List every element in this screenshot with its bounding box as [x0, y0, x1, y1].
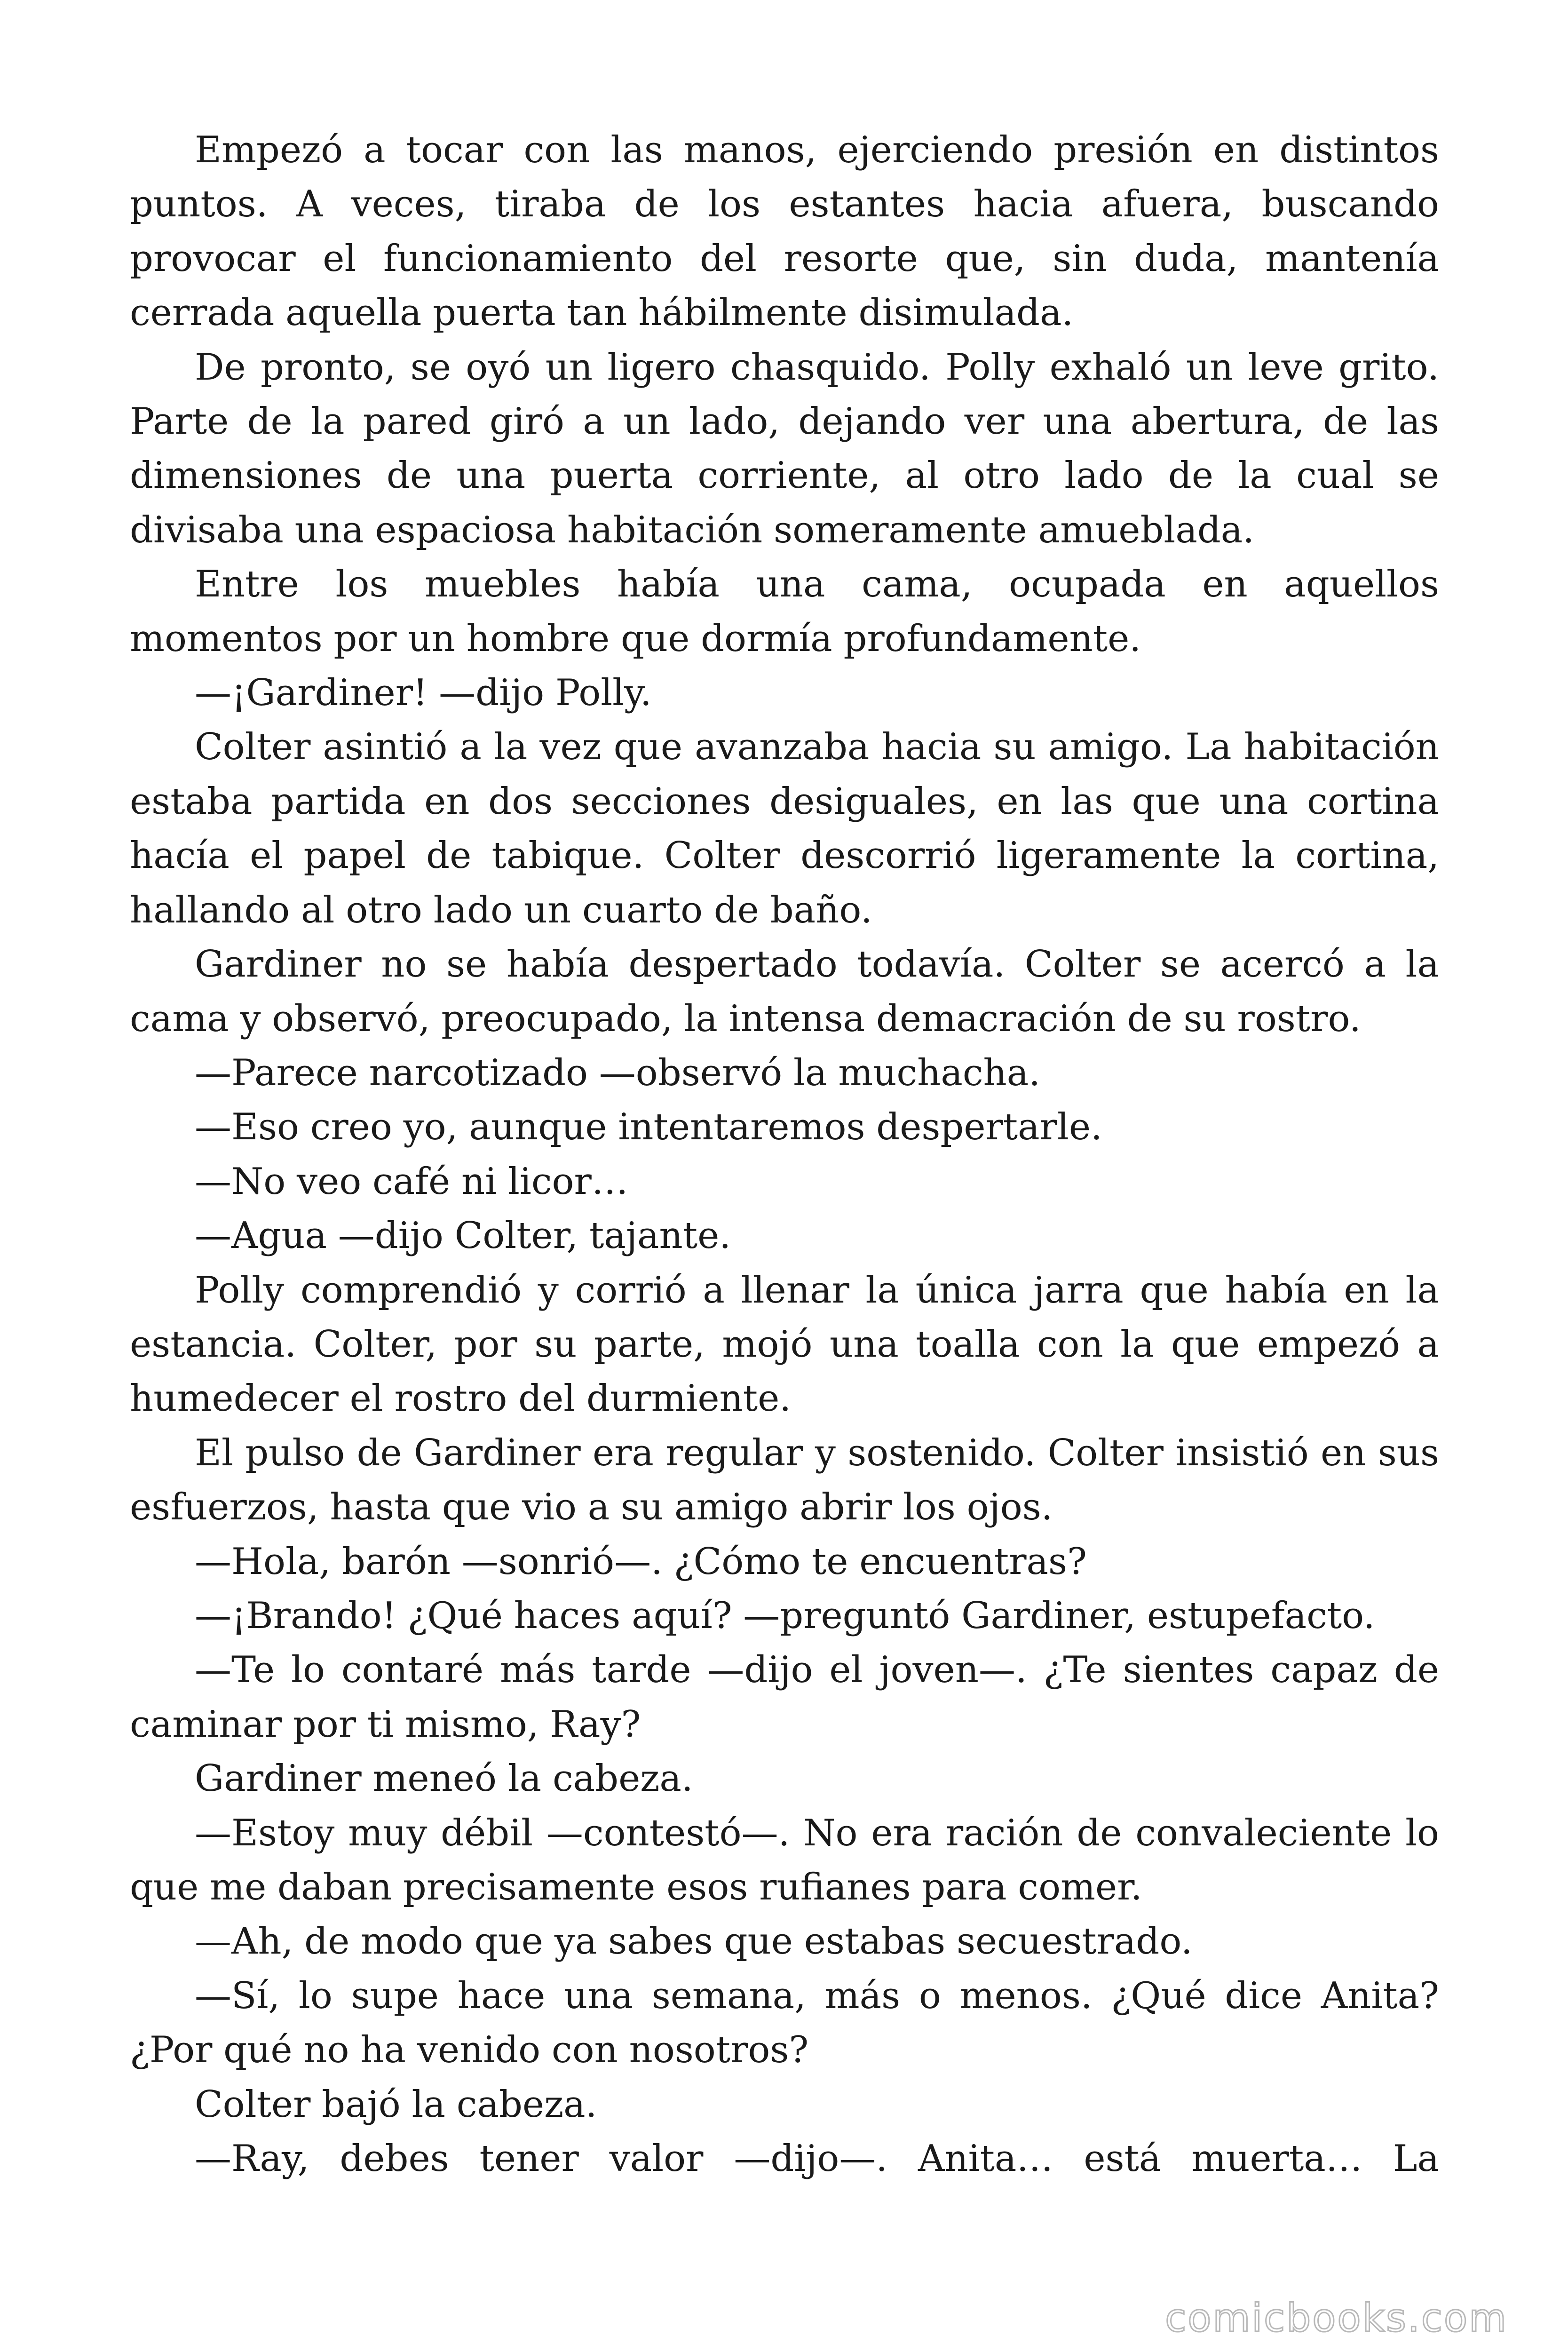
paragraph: —No veo café ni licor… — [195, 1160, 628, 1203]
watermark-text: comicbooks.com — [1165, 2296, 1508, 2341]
paragraph: —Eso creo yo, aunque intentaremos despertarle. — [195, 1106, 1102, 1149]
paragraph: El pulso de Gardiner era regular y sostenido. Colter insistió en sus esfuerzos, hasta que vio a su amigo abrir los ojos. — [130, 1431, 1439, 1529]
paragraph: Gardiner meneó la cabeza. — [195, 1757, 693, 1800]
paragraph: —Parece narcotizado —observó la muchacha. — [195, 1051, 1041, 1094]
paragraph: —Estoy muy débil —contestó—. No era ración de convaleciente lo que me daban precisamente esos rufianes para comer. — [130, 1812, 1439, 1908]
paragraph: —Sí, lo supe hace una semana, más o menos. ¿Qué dice Anita? ¿Por qué no ha venido con nosotros? — [130, 1974, 1439, 2072]
paragraph: Polly comprendió y corrió a llenar la única jarra que había en la estancia. Colter, por su parte, mojó una toalla con la que empezó a humedecer el rostro del durmiente. — [130, 1269, 1439, 1420]
paragraph: —¡Gardiner! —dijo Polly. — [195, 672, 652, 715]
page-text — [130, 123, 1439, 2186]
paragraph: —Ah, de modo que ya sabes que estabas secuestrado. — [195, 1920, 1193, 1963]
paragraph: De pronto, se oyó un ligero chasquido. Polly exhaló un leve grito. Parte de la pared giró a un lado, dejando ver una abertura, de las dimensiones de una puerta corriente, al otro lado de la cual se divisaba una espaciosa habitación someramente amueblada. — [130, 346, 1439, 551]
paragraph: —¡Brando! ¿Qué haces aquí? —preguntó Gardiner, estupefacto. — [195, 1594, 1375, 1637]
paragraph: Empezó a tocar con las manos, ejerciendo presión en distintos puntos. A veces, tiraba de los estantes hacia afuera, buscando provocar el funcionamiento del resorte que, sin duda, mantenía cerrada aquella puerta tan hábilmente disimulada. — [130, 129, 1439, 334]
paragraph: Colter asintió a la vez que avanzaba hacia su amigo. La habitación estaba partida en dos secciones desiguales, en las que una cortina hacía el papel de tabique. Colter descorrió ligeramente la cortina, hallando al otro lado un cuarto de baño. — [130, 726, 1439, 931]
paragraph: Colter bajó la cabeza. — [195, 2083, 597, 2126]
paragraph: Gardiner no se había despertado todavía. Colter se acercó a la cama y observó, preocupado, la intensa demacración de su rostro. — [130, 943, 1439, 1040]
paragraph: —Te lo contaré más tarde —dijo el joven—. ¿Te sientes capaz de caminar por ti mismo, Ray? — [130, 1649, 1439, 1746]
paragraph: —Hola, barón —sonrió—. ¿Cómo te encuentras? — [195, 1540, 1087, 1583]
paragraph: —Agua —dijo Colter, tajante. — [195, 1215, 731, 1257]
paragraph: Entre los muebles había una cama, ocupada en aquellos momentos por un hombre que dormía profundamente. — [130, 563, 1439, 660]
paragraph: —Ray, debes tener valor —dijo—. Anita… está muerta… La — [195, 2137, 1439, 2180]
